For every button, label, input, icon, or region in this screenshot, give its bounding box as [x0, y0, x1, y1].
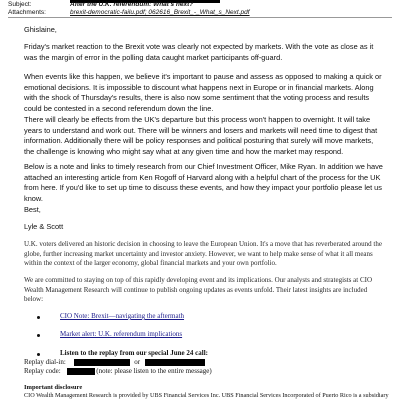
paragraph-4: Below is a note and links to timely research from our Chief Investment Officer, Mike Ryan. In addition we have attached an interesting article from Ken Rogoff of Harvard along with a helpful chart of the process for the UK from here. If you'd like to set up time to discuss these events, and how they impact your portfolio please let us know. [24, 162, 383, 203]
disclosure-text: CIO Wealth Management Research is provided by UBS Financial Services Inc. UBS Financial Services Incorporated of Puerto Rico is a subsidiary [24, 392, 389, 399]
replay-dial-label: Replay dial-in: [24, 358, 66, 366]
forwarded-paragraph-2: We are committed to staying on top of this rapidly developing event and its implications. Our analysts and strategists at CIO Wealth Management Research will continue to publish ongoing updates as events unfold. Their latest insights are included below: [24, 276, 373, 303]
bullet-icon [37, 316, 40, 319]
header-divider [8, 17, 392, 18]
redaction-bar [74, 359, 130, 366]
replay-title: Listen to the replay from our special June 24 call: [60, 349, 208, 357]
subject-label: Subject: [8, 1, 32, 8]
replay-or: or [134, 358, 141, 366]
replay-code-note: (note: please listen to the entire message) [96, 367, 212, 375]
paragraph-3: There will clearly be effects from the UK's departure but this process won't happen to overnight. It will take years to understand and work out. There will be winners and losers and markets will need time to digest that information. Additionally there will be policy responses and political posturing that surely will move markets, the challenge is knowing who might say what at any given time and how the market may respond. [24, 115, 378, 156]
greeting: Ghislaine, [24, 25, 57, 34]
attachments-value[interactable]: brexit-democratic-failu.pdf; 062616_Brexit_-_What_s_Next.pdf [70, 9, 250, 16]
paragraph-2: When events like this happen, we believe it's important to pause and assess as opposed to making a quick or emotional decisions. It is impossible to discount what happens next in Europe or in financial markets. Along with the shock of Thursday's results, there is also now some sentiment that the voting process and results could be contested in a second referendum down the line. [24, 72, 382, 113]
replay-code-label: Replay code: [24, 367, 61, 375]
redaction-bar [145, 359, 205, 366]
closing: Best, [24, 205, 41, 214]
link-market-alert[interactable]: Market alert: U.K. referendum implications [60, 330, 183, 338]
subject-value: After the U.K. referendum: What's next? [70, 1, 194, 8]
bullet-icon [37, 334, 40, 337]
attachments-row [8, 8, 250, 17]
replay-dial-row [24, 358, 205, 367]
paragraph-1: Friday's market reaction to the Brexit vote was clearly not expected by markets. With the vote as close as it was the margin of error in the polling data caught market participants off-guard. [24, 42, 374, 62]
bullet-icon [37, 353, 40, 356]
replay-code-row [24, 367, 212, 376]
redaction-bar [67, 368, 95, 375]
link-cio-note[interactable]: CIO Note: Brexit—navigating the aftermath [60, 312, 185, 320]
forwarded-paragraph-1: U.K. voters delivered an historic decision in choosing to leave the European Union. It's a move that has reverberated around the globe, further increasing market uncertainty and investor anxiety. However, we want to help make sense of what it all means within the context of the larger economy, global financial markets and your own portfolio. [24, 240, 382, 267]
disclosure-title: Important disclosure [24, 384, 83, 391]
attachments-label: Attachments: [8, 9, 46, 16]
signature: Lyle & Scott [24, 222, 64, 231]
